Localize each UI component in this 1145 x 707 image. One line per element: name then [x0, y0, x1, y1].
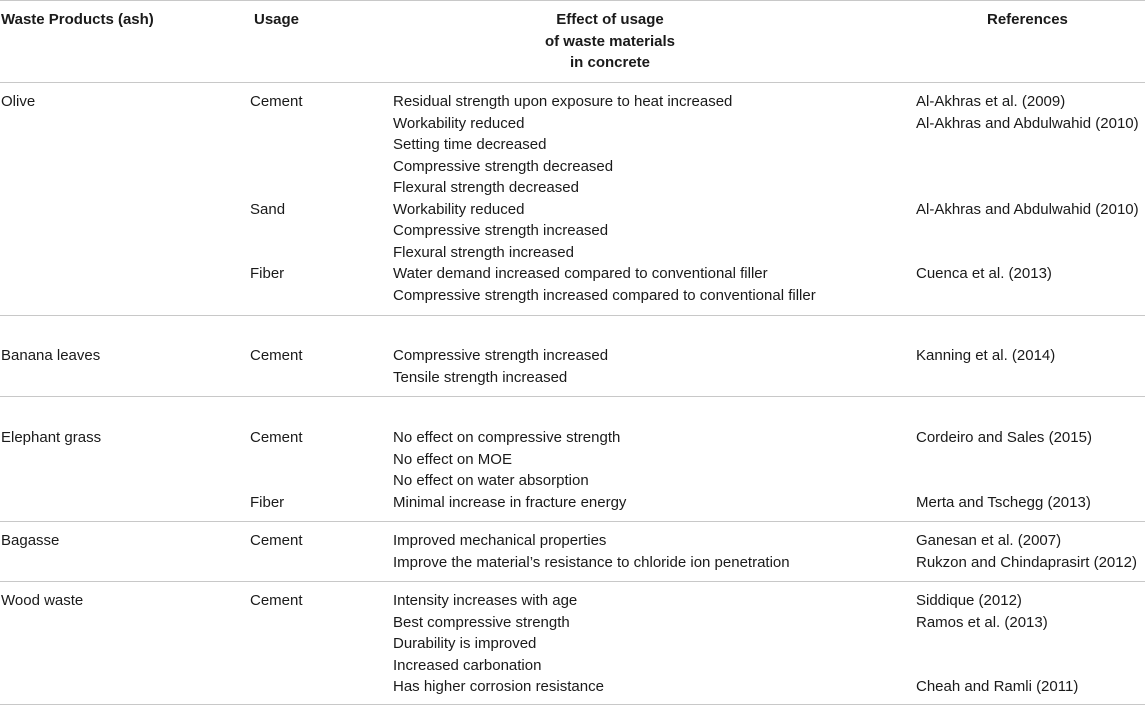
reference-line: Rukzon and Chindaprasirt (2012): [916, 553, 1137, 571]
effects-cell: [393, 492, 626, 514]
effect-line: Compressive strength increased compared to conventional filler: [393, 286, 816, 304]
references-cell: [916, 345, 1055, 367]
effect-line: Best compressive strength: [393, 613, 570, 631]
usage-cell: Sand: [250, 200, 286, 218]
effect-line: Increased carbonation: [393, 656, 542, 674]
effect-line: Tensile strength increased: [393, 368, 568, 386]
reference-line: Al-Akhras and Abdulwahid (2010): [916, 114, 1139, 132]
usage-cell: Fiber: [250, 493, 285, 511]
reference-line: Ganesan et al. (2007): [916, 532, 1062, 549]
references-cell: [916, 530, 1137, 573]
effects-cell: [393, 345, 608, 388]
references-cell: [916, 590, 1078, 698]
effect-line: Compressive strength decreased: [393, 157, 614, 175]
reference-line: [916, 655, 1078, 677]
usage-cell: Cement: [250, 532, 303, 549]
reference-line: Ramos et al. (2013): [916, 613, 1048, 631]
effect-line: Compressive strength increased: [393, 222, 609, 239]
references-cell: [916, 492, 1091, 514]
effect-line: Workability reduced: [393, 114, 525, 132]
effect-line: Workability reduced: [393, 200, 525, 218]
reference-line: Kanning et al. (2014): [916, 347, 1056, 364]
effects-cell: [393, 530, 790, 573]
header-references: References: [987, 11, 1068, 28]
bottom-rule: [0, 704, 1145, 705]
effect-line: Durability is improved: [393, 635, 537, 652]
effect-line: No effect on MOE: [393, 450, 512, 468]
effect-line: No effect on compressive strength: [393, 429, 621, 446]
reference-line: Cordeiro and Sales (2015): [916, 429, 1092, 446]
references-cell: [916, 263, 1052, 285]
effect-line: Intensity increases with age: [393, 592, 578, 609]
effect-line: Setting time decreased: [393, 136, 547, 153]
reference-line: Al-Akhras and Abdulwahid (2010): [916, 200, 1139, 218]
header-rule: [0, 82, 1145, 83]
effects-cell: [393, 427, 620, 492]
effects-cell: [393, 91, 732, 199]
usage-cell: Fiber: [250, 265, 285, 282]
material-olive: Olive: [1, 93, 36, 110]
header-usage: Usage: [254, 11, 300, 28]
effect-line: Residual strength upon exposure to heat increased: [393, 93, 733, 110]
group-rule: [0, 521, 1145, 522]
usage-cell: Cement: [250, 429, 303, 446]
reference-line: Al-Akhras et al. (2009): [916, 93, 1066, 110]
reference-line: Siddique (2012): [916, 592, 1022, 609]
effect-line: No effect on water absorption: [393, 472, 589, 489]
usage-cell: Cement: [250, 592, 303, 609]
group-rule: [0, 396, 1145, 397]
header-effect-line: Effect of usage: [556, 11, 664, 28]
material-wood-waste: Wood waste: [1, 592, 84, 609]
header-waste-products: Waste Products (ash): [1, 11, 154, 28]
reference-line: Cheah and Ramli (2011): [916, 678, 1079, 695]
usage-cell: Cement: [250, 347, 303, 364]
header-effect: [392, 9, 828, 74]
header-effect-line: of waste materials: [544, 32, 676, 50]
effect-line: Improve the material’s resistance to chloride ion penetration: [393, 553, 790, 571]
references-cell: [916, 427, 1092, 449]
references-cell: [916, 91, 1139, 134]
effect-line: Has higher corrosion resistance: [393, 678, 604, 695]
material-bagasse: Bagasse: [1, 532, 60, 549]
effect-line: Compressive strength increased: [393, 347, 609, 364]
group-rule: [0, 581, 1145, 582]
top-rule: [0, 0, 1145, 1]
effect-line: Minimal increase in fracture energy: [393, 493, 627, 511]
material-banana-leaves: Banana leaves: [1, 347, 101, 364]
effect-line: Flexural strength decreased: [393, 179, 579, 196]
reference-line: [916, 633, 1078, 655]
effect-line: Improved mechanical properties: [393, 532, 607, 549]
reference-line: Merta and Tschegg (2013): [916, 493, 1091, 511]
effects-cell: [393, 263, 816, 306]
header-effect-line: in concrete: [569, 54, 651, 71]
material-elephant-grass: Elephant grass: [1, 429, 102, 446]
group-rule: [0, 315, 1145, 316]
references-cell: [916, 199, 1139, 221]
effects-cell: [393, 199, 608, 264]
reference-line: Cuenca et al. (2013): [916, 265, 1052, 282]
usage-cell: Cement: [250, 93, 303, 110]
effect-line: Water demand increased compared to conventional filler: [393, 265, 768, 282]
effects-cell: [393, 590, 604, 698]
effect-line: Flexural strength increased: [393, 243, 574, 261]
